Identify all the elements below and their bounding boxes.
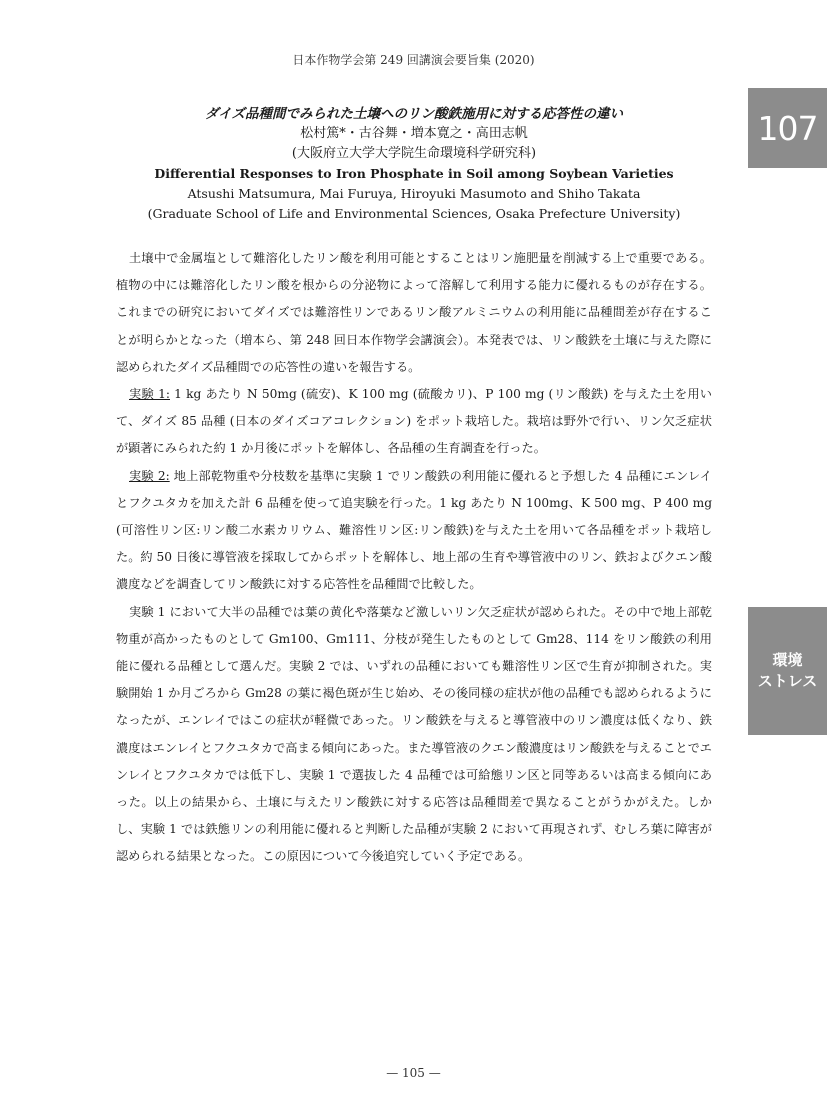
experiment2-text: 地上部乾物重や分枝数を基準に実験 1 でリン酸鉄の利用能に優れると予想した 4 品種にエンレイとフクユタカを加えた計 6 品種を使って追実験を行った。1 kg あたり N 100mg、K 500 mg、P 400 mg (可溶性リン区:リン酸二水素カリウム、難溶性リン区:リン酸鉄)を与えた土を用いて各品種をポット栽培した。約 50 日後に導管液を採取してからポットを解体し、地上部の生育や導管液中のリン、鉄およびクエン酸濃度などを調査してリン酸鉄に対する応答性を品種間で比較した。 <box>116 468 712 592</box>
authors-english: Atsushi Matsumura, Mai Furuya, Hiroyuki Masumoto and Shiho Takata <box>187 186 641 201</box>
title-english: Differential Responses to Iron Phosphate in Soil among Soybean Varieties <box>154 166 674 181</box>
abstract-number-tab <box>748 88 827 168</box>
page-number: — 105 — <box>386 1066 441 1080</box>
category-label-line2: ストレス <box>757 672 818 690</box>
category-tab <box>748 607 827 735</box>
affiliation-japanese: (大阪府立大学大学院生命環境科学研究科) <box>291 146 537 161</box>
title-block <box>100 104 728 224</box>
experiment1-text: 1 kg あたり N 50mg (硫安)、K 100 mg (硫酸カリ)、P 100 mg (リン酸鉄) を与えた土を用いて、ダイズ 85 品種 (日本のダイズコアコレクション) をポット栽培した。栽培は野外で行い、リン欠乏症状が顕著にみられた約 1 か月後にポットを解体し、各品種の生育調査を行った。 <box>116 387 712 456</box>
experiment2-label: 実験 2: <box>129 468 170 483</box>
title-japanese: ダイズ品種間でみられた土壌へのリン酸鉄施用に対する応答性の違い <box>204 106 624 122</box>
running-header: 日本作物学会第 249 回講演会要旨集 (2020) <box>292 53 535 67</box>
affiliation-english: (Graduate School of Life and Environmental Sciences, Osaka Prefecture University) <box>147 206 681 221</box>
category-label-line1: 環境 <box>772 651 803 669</box>
authors-japanese: 松村篤*・古谷舞・増本寛之・高田志帆 <box>300 126 528 141</box>
abstract-number: 107 <box>757 108 818 148</box>
abstract-body <box>116 245 712 871</box>
experiment2-paragraph <box>116 463 712 599</box>
intro-paragraph: 土壌中で金属塩として難溶化したリン酸を利用可能とすることはリン施肥量を削減する上で重要である。植物の中には難溶化したリン酸を根からの分泌物によって溶解して利用する能力に優れるものが存在する。これまでの研究においてダイズでは難溶性リンであるリン酸アルミニウムの利用能に品種間差が存在することが明らかとなった（増本ら、第 248 回日本作物学会講演会）。本発表では、リン酸鉄を土壌に与えた際に認められたダイズ品種間での応答性の違いを報告する。 <box>116 251 712 374</box>
experiment1-paragraph <box>116 381 712 463</box>
results-paragraph: 実験 1 において大半の品種では葉の黄化や落葉など激しいリン欠乏症状が認められた。その中で地上部乾物重が高かったものとして Gm100、Gm111、分枝が発生したものとして Gm28、114 をリン酸鉄の利用能に優れる品種として選んだ。実験 2 では、いずれの品種においても難溶性リン区で生育が抑制された。実験開始 1 か月ごろから Gm28 の葉に褐色斑が生じ始め、その後同様の症状が他の品種でも認められるようになったが、エンレイではこの症状が軽微であった。リン酸鉄を与えると導管液中のリン濃度は低くなり、鉄濃度はエンレイとフクユタカで高まる傾向にあった。また導管液のクエン酸濃度はリン酸鉄を与えることでエンレイとフクユタカでは低下し、実験 1 で選抜した 4 品種では可給態リン区と同等あるいは高まる傾向にあった。以上の結果から、土壌に与えたリン酸鉄に対する応答は品種間差で異なることがうかがえた。しかし、実験 1 では鉄態リンの利用能に優れると判断した品種が実験 2 において再現されず、むしろ葉に障害が認められる結果となった。この原因について今後追究していく予定である。 <box>116 604 712 864</box>
experiment1-label: 実験 1: <box>129 387 170 402</box>
